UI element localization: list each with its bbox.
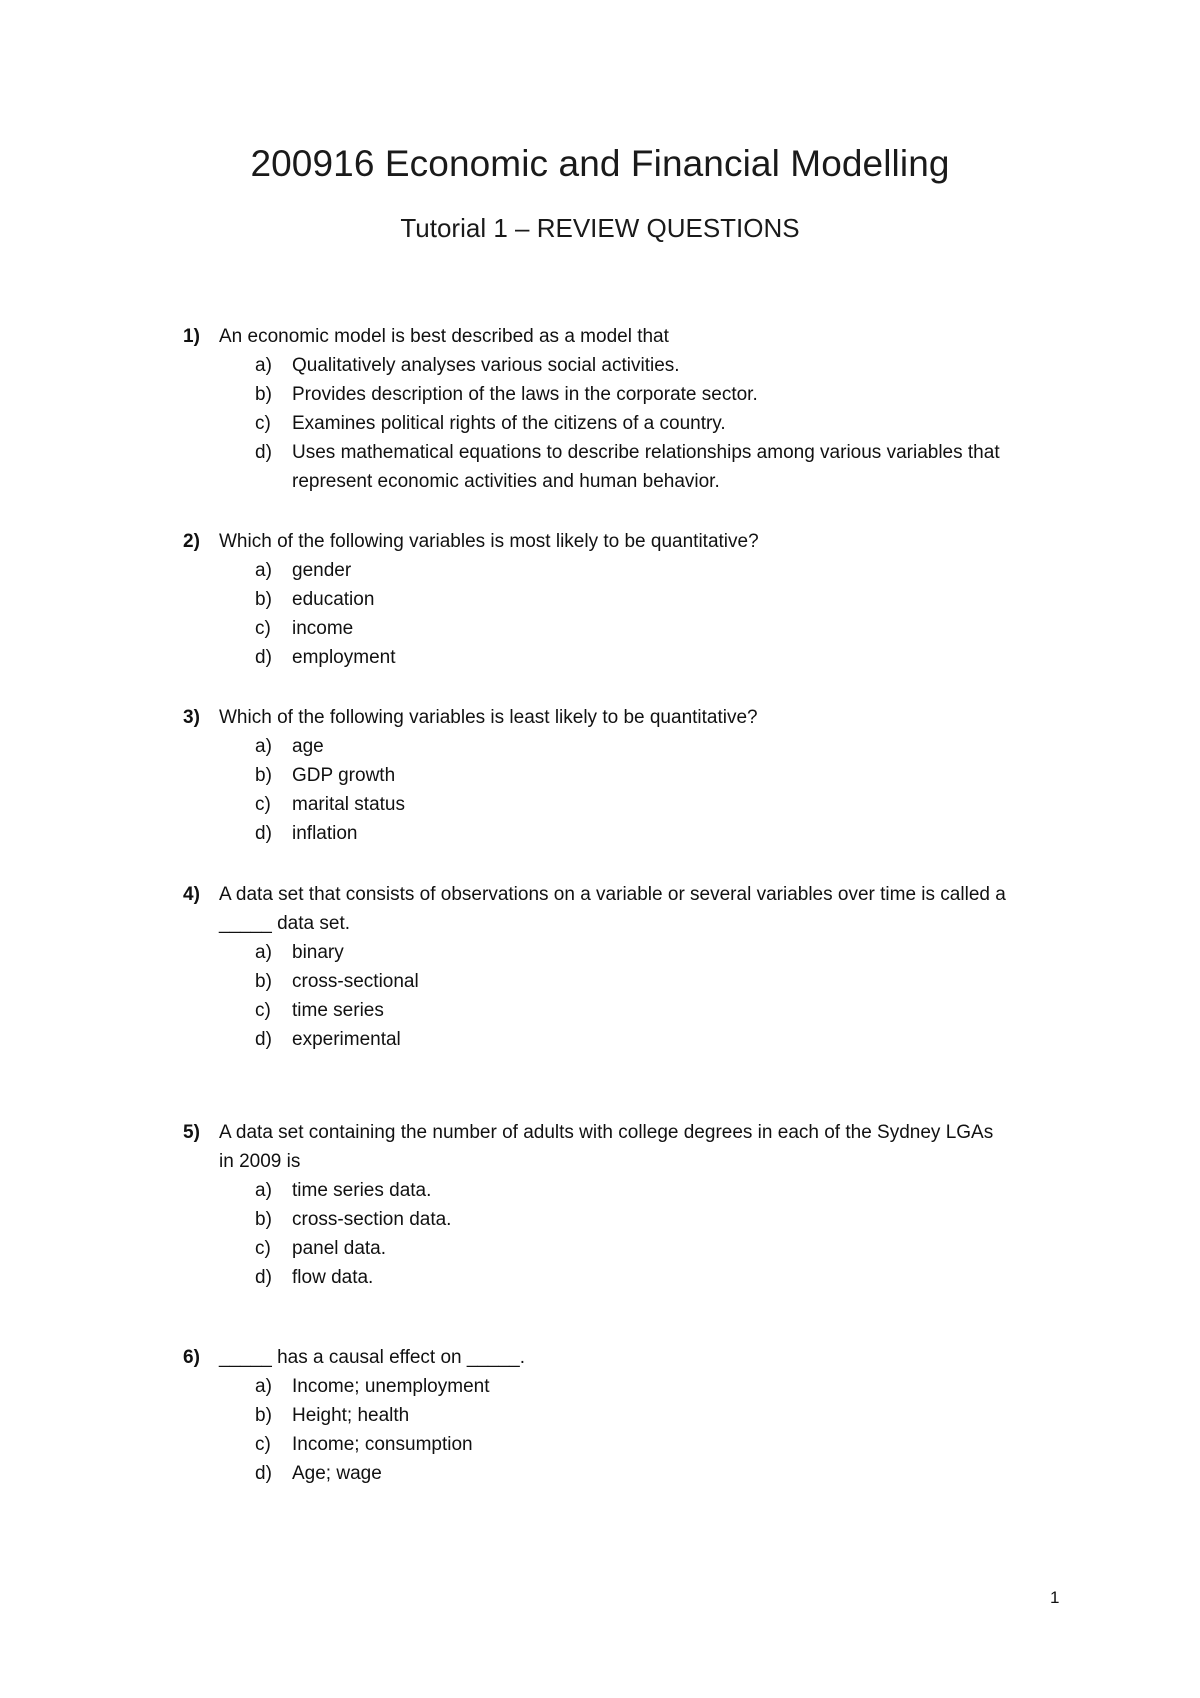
option-label: c): [255, 1000, 271, 1021]
question-text: _____ has a causal effect on _____.: [219, 1347, 526, 1368]
document-title: 200916 Economic and Financial Modelling: [250, 143, 950, 184]
question-number: 5): [183, 1122, 200, 1143]
option-label: d): [255, 1463, 272, 1484]
option-label: b): [255, 589, 272, 610]
option-text: income: [292, 618, 354, 639]
option-label: b): [255, 384, 272, 405]
option-text: cross-section data.: [292, 1209, 452, 1230]
question-number: 3): [183, 707, 200, 728]
option-label: c): [255, 618, 271, 639]
question-text-continuation: in 2009 is: [219, 1151, 301, 1172]
option-text: Qualitatively analyses various social activities.: [292, 355, 680, 376]
question-number: 4): [183, 884, 200, 905]
question-number: 2): [183, 531, 200, 552]
question-text: An economic model is best described as a model that: [219, 326, 669, 347]
option-text: Height; health: [292, 1405, 410, 1426]
option-label: a): [255, 1180, 272, 1201]
question-text: A data set that consists of observations on a variable or several variables over time is called a: [219, 884, 1006, 905]
option-label: d): [255, 647, 272, 668]
option-text: GDP growth: [292, 765, 396, 786]
document-subtitle: Tutorial 1 – REVIEW QUESTIONS: [400, 213, 800, 243]
page-number: 1: [1050, 1588, 1060, 1607]
option-label: b): [255, 971, 272, 992]
option-label: c): [255, 413, 271, 434]
option-text: marital status: [292, 794, 405, 815]
option-label: d): [255, 823, 272, 844]
option-label: c): [255, 1434, 271, 1455]
question-text: Which of the following variables is least likely to be quantitative?: [219, 707, 758, 728]
option-label: d): [255, 1267, 272, 1288]
option-text: panel data.: [292, 1238, 387, 1259]
option-text: education: [292, 589, 375, 610]
option-label: d): [255, 1029, 272, 1050]
option-label: a): [255, 942, 272, 963]
option-text: Provides description of the laws in the corporate sector.: [292, 384, 758, 405]
question-number: 1): [183, 326, 200, 347]
option-text: employment: [292, 647, 396, 668]
question-text: Which of the following variables is most likely to be quantitative?: [219, 531, 759, 552]
question-text: A data set containing the number of adults with college degrees in each of the Sydney LGAs: [219, 1122, 994, 1143]
option-text: flow data.: [292, 1267, 374, 1288]
option-text: Examines political rights of the citizens of a country.: [292, 413, 726, 434]
option-text: age: [292, 736, 324, 757]
option-text: Income; consumption: [292, 1434, 473, 1455]
option-text: binary: [292, 942, 344, 963]
option-label: a): [255, 560, 272, 581]
option-text: experimental: [292, 1029, 401, 1050]
option-text: Income; unemployment: [292, 1376, 490, 1397]
option-label: c): [255, 794, 271, 815]
option-label: b): [255, 1209, 272, 1230]
option-label: b): [255, 1405, 272, 1426]
question-text-continuation: _____ data set.: [219, 913, 350, 934]
question-number: 6): [183, 1347, 200, 1368]
option-text: time series: [292, 1000, 384, 1021]
option-text: gender: [292, 560, 352, 581]
option-label: a): [255, 1376, 272, 1397]
option-text: time series data.: [292, 1180, 432, 1201]
option-text: Uses mathematical equations to describe relationships among various variables that: [292, 442, 1000, 463]
option-text: cross-sectional: [292, 971, 419, 992]
option-label: a): [255, 355, 272, 376]
option-text-continuation: represent economic activities and human behavior.: [292, 471, 720, 492]
option-text: Age; wage: [292, 1463, 382, 1484]
option-text: inflation: [292, 823, 358, 844]
option-label: c): [255, 1238, 271, 1259]
option-label: a): [255, 736, 272, 757]
option-label: b): [255, 765, 272, 786]
option-label: d): [255, 442, 272, 463]
